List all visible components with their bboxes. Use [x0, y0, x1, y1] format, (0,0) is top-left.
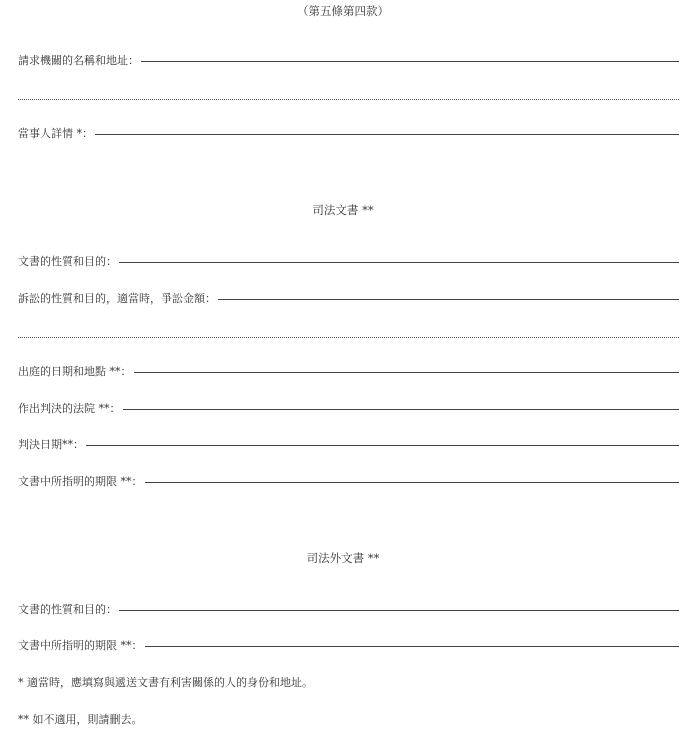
continuation-line[interactable]	[18, 99, 679, 100]
article-reference: （第五條第四款）	[297, 4, 389, 18]
judgment-date-label: 判決日期**：	[18, 438, 84, 451]
judicial-nature-field[interactable]	[119, 261, 679, 263]
judgment-date-row	[18, 436, 679, 452]
footnote-single-asterisk: * 適當時，應填寫與遞送文書有利害關係的人的身份和地址。	[18, 676, 313, 689]
claim-field[interactable]	[218, 298, 679, 300]
judicial-time-limits-row	[18, 473, 679, 489]
parties-row	[18, 125, 679, 141]
extrajudicial-nature-label: 文書的性質和目的：	[18, 603, 117, 616]
judicial-nature-row	[18, 253, 679, 269]
extrajudicial-nature-field[interactable]	[119, 609, 679, 611]
footnote-double-asterisk: ** 如不適用，則請刪去。	[18, 713, 143, 726]
hearing-label: 出庭的日期和地點 **：	[18, 365, 132, 378]
hearing-row	[18, 363, 679, 379]
judicial-section-title: 司法文書 **	[312, 203, 374, 217]
court-row	[18, 400, 679, 416]
requesting-authority-row	[18, 52, 679, 68]
extrajudicial-nature-row	[18, 601, 679, 617]
extrajudicial-section-title: 司法外文書 **	[306, 551, 380, 565]
extrajudicial-time-limits-field[interactable]	[145, 645, 680, 647]
hearing-field[interactable]	[134, 371, 680, 373]
claim-label: 訴訟的性質和目的，適當時，爭訟金額：	[18, 292, 216, 305]
parties-label: 當事人詳情 *：	[18, 127, 93, 140]
extrajudicial-time-limits-label: 文書中所指明的期限 **：	[18, 639, 143, 652]
court-label: 作出判決的法院 **：	[18, 402, 121, 415]
extrajudicial-time-limits-row	[18, 637, 679, 653]
requesting-authority-field[interactable]	[141, 60, 679, 62]
judicial-time-limits-label: 文書中所指明的期限 **：	[18, 475, 143, 488]
court-field[interactable]	[123, 408, 680, 410]
judicial-time-limits-field[interactable]	[145, 481, 680, 483]
judicial-nature-label: 文書的性質和目的：	[18, 255, 117, 268]
requesting-authority-label: 請求機關的名稱和地址：	[18, 54, 139, 67]
claim-row	[18, 290, 679, 306]
judgment-date-field[interactable]	[86, 444, 679, 446]
parties-field[interactable]	[95, 133, 679, 135]
continuation-line[interactable]	[18, 337, 679, 338]
